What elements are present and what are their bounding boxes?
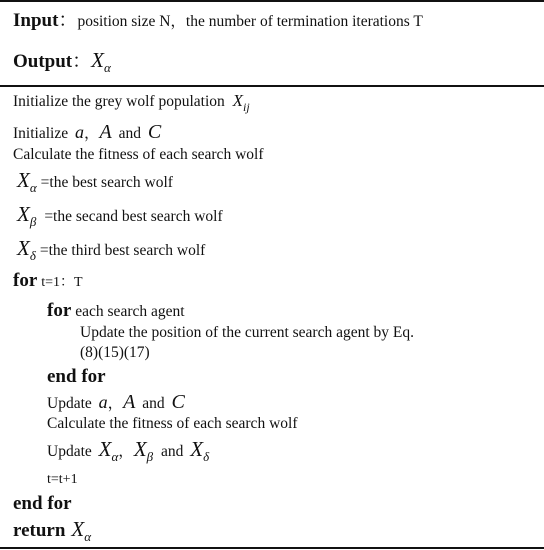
top-rule [0,0,544,2]
population-sub: ij [243,100,250,114]
and-1: and [118,125,141,142]
alpha-sub: α [29,180,37,195]
x-alpha-var: X [17,168,30,192]
t-increment-text: t=t+1 [47,472,78,487]
update-params-line [47,392,185,412]
outer-for-line [13,271,83,290]
update-x-alpha-var: X [98,437,112,461]
init-params-prefix: Initialize [13,125,69,142]
bottom-rule [0,547,544,549]
param-A: A [99,121,112,143]
population-var: X [232,91,244,110]
beta-sub: β [29,214,37,229]
return-var: X [71,517,85,541]
update-alpha-sub: α [111,449,119,464]
outer-end-for-keyword: end for [13,493,72,514]
x-delta-line [17,236,206,263]
output-colon: ： [72,51,92,72]
x-beta-var: X [17,202,30,226]
return-keyword: return [13,520,66,541]
outer-for-range: t=1：T [41,275,83,290]
input-label: Input [13,10,59,31]
inner-end-for-line [47,367,106,386]
init-population-text: Initialize the grey wolf population [13,93,225,110]
param-C: C [147,121,162,143]
inner-for-text: each search agent [75,303,185,320]
update-position-text-2: (8)(15)(17) [80,344,150,361]
update-params-prefix: Update [47,395,92,412]
return-sub: α [84,529,92,544]
update-x-delta-var: X [190,437,204,461]
input-line [13,11,423,30]
and-3: and [161,443,184,460]
t-increment-line [47,473,78,487]
update-param-a: a [98,392,108,412]
update-param-A: A [123,391,136,413]
update-position-line-1 [80,325,414,341]
inner-for-line [47,301,185,320]
delta-sub: δ [29,248,36,263]
outer-end-for-line [13,494,72,513]
comma-3: ， [118,443,134,460]
update-position-text-1: Update the position of the current search agent by Eq. [80,324,414,341]
delta-text: =the third best search wolf [39,242,206,259]
outer-for-keyword: for [13,270,38,291]
param-a: a [74,122,84,142]
x-delta-var: X [17,236,30,260]
input-text: position size N，the number of termination iterations T [77,13,423,30]
update-param-C: C [171,391,185,413]
update-beta-sub: β [146,449,154,464]
calc-fitness-text: Calculate the fitness of each search wolf [13,146,264,163]
output-label: Output [13,51,73,72]
calc-fitness-text-2: Calculate the fitness of each search wolf [47,415,298,432]
return-line [13,517,92,544]
beta-text: =the secand best search wolf [44,208,223,225]
init-population-line [13,91,250,114]
calc-fitness-line [13,147,263,163]
update-position-line-2 [80,345,150,361]
output-var: X [91,48,104,72]
output-line [13,48,111,75]
comma-2: ， [107,395,124,412]
x-beta-line [17,202,223,229]
output-sub: α [103,60,111,75]
header-rule [0,85,544,87]
input-colon: ： [58,10,78,31]
update-leaders-line [47,437,210,464]
and-2: and [142,395,165,412]
update-leaders-prefix: Update [47,443,92,460]
x-alpha-line [17,168,173,195]
calc-fitness-line-2 [47,416,297,432]
inner-end-for-keyword: end for [47,366,106,387]
comma-1: ， [83,125,100,142]
inner-for-keyword: for [47,300,72,321]
init-params-line [13,122,161,142]
alpha-text: =the best search wolf [40,174,173,191]
update-x-beta-var: X [133,437,147,461]
update-delta-sub: δ [203,449,210,464]
